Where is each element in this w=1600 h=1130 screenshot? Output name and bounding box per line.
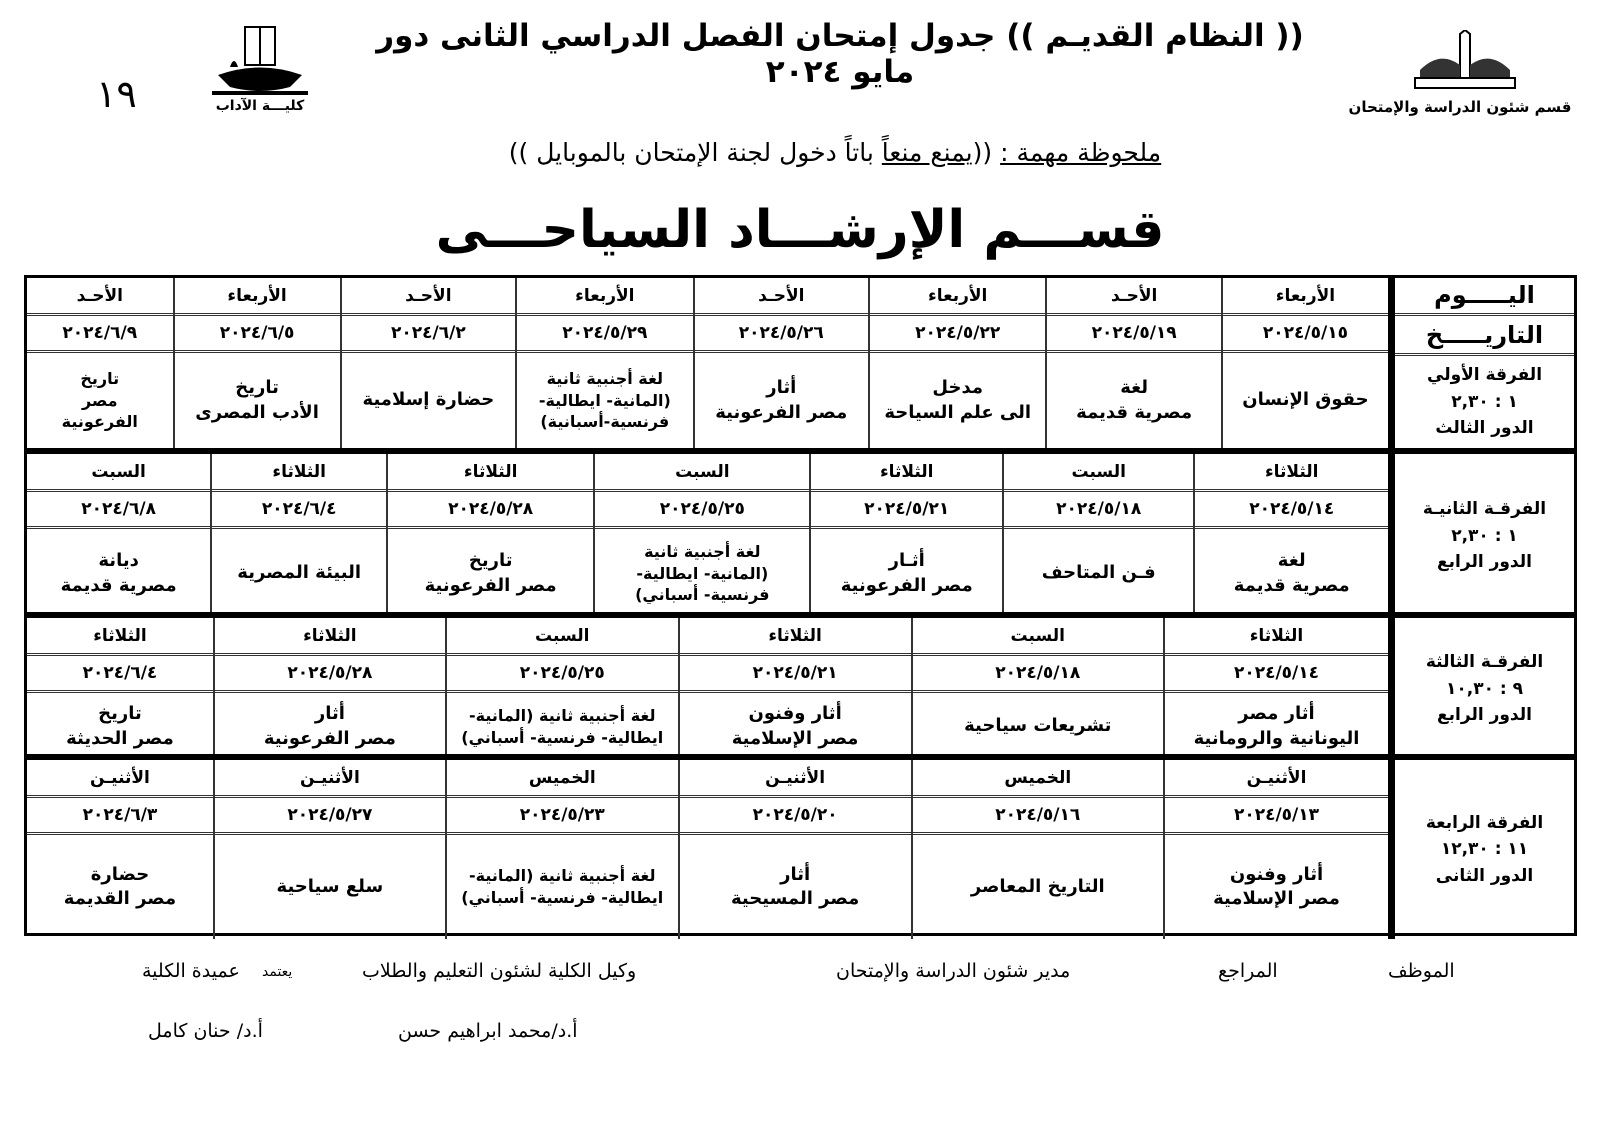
exam-day: الثلاثاء [811, 454, 1002, 492]
exam-day: الثلاثاء [27, 618, 213, 656]
subject-line: الى علم السياحة [884, 401, 1032, 423]
year-block [27, 612, 1574, 760]
subject-line: حضارة [90, 863, 150, 885]
year-label-cell [1388, 618, 1574, 760]
note-label: ملحوظة مهمة : [1000, 138, 1162, 167]
signature-vice-dean: وكيل الكلية لشئون التعليم والطلاب [362, 960, 637, 982]
subject-line: مصر الفرعونية [424, 574, 557, 596]
exam-subject [680, 835, 911, 939]
signature-director: مدير شئون الدراسة والإمتحان [836, 960, 1071, 982]
note-emphasis: يمنع منعاً [881, 138, 973, 167]
exam-day: الثلاثاء [1165, 618, 1388, 656]
subject-line: الأدب المصرى [195, 401, 319, 423]
exam-subject [1004, 529, 1193, 618]
exam-day: الأربعاء [870, 278, 1045, 316]
subject-line: فرنسية-أسبانية) [540, 412, 670, 432]
year-floor: الدور الرابع [1437, 705, 1532, 726]
year-time: ١ : ٢,٣٠ [1451, 525, 1518, 546]
exam-schedule-table [24, 275, 1577, 936]
exam-day: الثلاثاء [215, 618, 445, 656]
exam-date: ٢٠٢٤/٦/٨ [27, 492, 210, 529]
subject-line: أثار [780, 863, 811, 885]
faculty-name: كليـــة الآداب [215, 98, 305, 114]
subject-line: سلع سياحية [276, 875, 384, 897]
exam-subject [1223, 353, 1388, 448]
exam-cell [1045, 278, 1220, 448]
subject-line: تاريخ [468, 550, 513, 572]
schedule-title: (( النظام القديـم )) جدول إمتحان الفصل الدراسي الثانى دور مايو ٢٠٢٤ [376, 18, 1304, 90]
exam-date: ٢٠٢٤/٥/٢٩ [517, 316, 692, 353]
subject-line: أثار مصر [1238, 703, 1315, 725]
year-time: ٩ : ١٠,٣٠ [1446, 678, 1523, 699]
exam-date: ٢٠٢٤/٥/٢٠ [680, 798, 911, 835]
exam-day: الأثنيـن [1165, 760, 1388, 798]
exam-subject [1165, 835, 1388, 939]
exam-date: ٢٠٢٤/٥/٢٣ [447, 798, 678, 835]
exam-cell [27, 454, 210, 618]
subject-line: البيئة المصرية [237, 562, 362, 584]
subject-line: لغة أجنبية ثانية (المانية- [469, 705, 656, 725]
exam-day: الثلاثاء [212, 454, 386, 492]
exam-date: ٢٠٢٤/٥/١٥ [1223, 316, 1388, 353]
exam-subject [388, 529, 593, 618]
exam-date: ٢٠٢٤/٥/١٩ [1047, 316, 1220, 353]
exam-day: الأربعاء [517, 278, 692, 316]
dean-name: أ.د/ حنان كامل [148, 1020, 263, 1042]
exam-cell [213, 760, 445, 939]
exam-cell [809, 454, 1002, 618]
exam-cell [1163, 618, 1388, 760]
subject-line: تاريخ [235, 377, 279, 399]
exam-day: الأربعاء [1223, 278, 1388, 316]
year-label-cell [1388, 278, 1574, 448]
page-number: ١٩ [96, 72, 137, 116]
exam-cell [678, 760, 911, 939]
exam-cell [340, 278, 515, 448]
exam-day: الثلاثاء [388, 454, 593, 492]
subject-line: مصرية قديمة [60, 574, 177, 596]
subject-line: مصر الفرعونية [715, 401, 848, 423]
subject-line: مصر الفرعونية [840, 574, 973, 596]
year-floor: الدور الرابع [1437, 552, 1532, 573]
exam-subject [27, 353, 172, 448]
subject-line: مصرية قديمة [1076, 401, 1193, 423]
year-label-cell [1388, 760, 1574, 939]
university-obelisk-logo-icon [1410, 30, 1520, 90]
subject-line: تاريخ [98, 703, 142, 725]
subject-line: مصر القديمة [63, 888, 177, 909]
exam-cell [1221, 278, 1388, 448]
exam-date: ٢٠٢٤/٦/٣ [27, 798, 213, 835]
exam-subject [680, 693, 911, 760]
exam-subject [447, 693, 678, 760]
exam-day: الأثنيـن [680, 760, 911, 798]
exam-cell [27, 618, 213, 760]
signature-reviewer: المراجع [1218, 960, 1278, 982]
year-group: الفرقـة الثانيـة [1422, 499, 1547, 520]
exam-date: ٢٠٢٤/٥/٢٥ [447, 656, 678, 693]
subject-line: فرنسية- أسباني) [635, 585, 770, 605]
faculty-lamp-book-logo-icon [210, 25, 310, 100]
exam-cell [515, 278, 692, 448]
exam-date: ٢٠٢٤/٥/٢٦ [695, 316, 868, 353]
exam-day: الخميس [447, 760, 678, 798]
signature-dean: عميدة الكلية [142, 960, 240, 982]
subject-line: ايطالية- فرنسية- أسباني) [461, 727, 664, 747]
vice-dean-name: أ.د/محمد ابراهيم حسن [398, 1020, 578, 1042]
exam-cell [213, 618, 445, 760]
exam-day: الأحـد [1047, 278, 1220, 316]
exam-day: السبت [27, 454, 210, 492]
exam-subject [27, 529, 210, 618]
exam-day: الأحـد [695, 278, 868, 316]
exam-date: ٢٠٢٤/٥/٢٢ [870, 316, 1045, 353]
exam-cell [911, 618, 1163, 760]
subject-line: ايطالية- فرنسية- أسباني) [461, 888, 664, 907]
exam-subject [27, 835, 213, 939]
subject-line: حقوق الإنسان [1242, 389, 1369, 411]
exam-subject [1047, 353, 1220, 448]
subject-line: لغة [1120, 377, 1149, 399]
year-label-cell [1388, 454, 1574, 618]
exam-day: السبت [913, 618, 1163, 656]
exam-date: ٢٠٢٤/٥/١٨ [1004, 492, 1193, 529]
subject-line: (المانية- ايطالية- [538, 390, 671, 410]
exam-subject [1195, 529, 1388, 618]
year-time: ١ : ٢,٣٠ [1451, 391, 1518, 412]
exam-day: الأربعاء [175, 278, 340, 316]
subject-line: فـن المتاحف [1041, 562, 1156, 584]
important-note [420, 138, 1250, 167]
exam-cell [1163, 760, 1388, 939]
exam-date: ٢٠٢٤/٥/٢٨ [388, 492, 593, 529]
exam-date: ٢٠٢٤/٦/٤ [27, 656, 213, 693]
exam-date: ٢٠٢٤/٥/١٦ [913, 798, 1163, 835]
exam-subject [215, 693, 445, 760]
year-time: ١١ : ١٢,٣٠ [1440, 839, 1529, 860]
subject-line: ديانة [98, 550, 139, 572]
exam-subject [870, 353, 1045, 448]
exam-day: الأثنيـن [27, 760, 213, 798]
year-group: الفرقة الرابعة [1425, 812, 1544, 833]
year-floor: الدور الثالث [1435, 418, 1534, 439]
note-open: (( [972, 138, 993, 167]
subject-line: (المانية- ايطالية- [636, 563, 769, 583]
exam-date: ٢٠٢٤/٦/٩ [27, 316, 172, 353]
year-block [27, 278, 1574, 448]
exam-date: ٢٠٢٤/٥/١٤ [1165, 656, 1388, 693]
exam-day: الأثنيـن [215, 760, 445, 798]
subject-line: تاريخ [80, 369, 120, 389]
subject-line: لغة أجنبية ثانية (المانية- [469, 866, 656, 886]
year-group: الفرقة الأولي [1427, 365, 1543, 386]
exam-subject [212, 529, 386, 618]
subject-line: مصر المسيحية [730, 888, 860, 909]
exam-cell [868, 278, 1045, 448]
exam-cell [386, 454, 593, 618]
subject-line: مصر [81, 390, 118, 410]
exam-subject [342, 353, 515, 448]
exam-cell [1193, 454, 1388, 618]
year-floor: الدور الثانى [1435, 865, 1534, 886]
subject-line: أثار [766, 377, 797, 399]
exam-day: السبت [595, 454, 809, 492]
exam-cell [1002, 454, 1193, 618]
subject-line: أثـار [888, 550, 925, 572]
exam-date: ٢٠٢٤/٥/٢٧ [215, 798, 445, 835]
year-block [27, 754, 1574, 939]
signature-approve: يعتمد [262, 964, 293, 980]
exam-cell [173, 278, 340, 448]
exam-date: ٢٠٢٤/٦/٥ [175, 316, 340, 353]
exam-day: الأحـد [27, 278, 172, 316]
subject-line: مدخل [932, 377, 983, 399]
day-header-label: اليـــــوم [1395, 278, 1574, 316]
subject-line: مصر الفرعونية [263, 727, 396, 749]
date-header-label: التاريـــــخ [1395, 319, 1574, 356]
exam-date: ٢٠٢٤/٥/١٣ [1165, 798, 1388, 835]
exam-day: السبت [447, 618, 678, 656]
department-title: قســـم الإرشـــاد السياحـــى [435, 200, 1165, 260]
subject-line: لغة أجنبية ثانية [546, 369, 664, 389]
subject-line: أثار وفنون [748, 703, 842, 725]
note-text: باتاً دخول لجنة الإمتحان بالموبايل )) [508, 138, 882, 167]
subject-line: اليونانية والرومانية [1193, 727, 1360, 749]
exam-cell [593, 454, 809, 618]
subject-line: مصرية قديمة [1233, 574, 1350, 596]
exam-subject [27, 693, 213, 760]
subject-line: الفرعونية [61, 412, 138, 432]
exam-subject [175, 353, 340, 448]
exam-subject [1165, 693, 1388, 760]
exam-date: ٢٠٢٤/٥/٢٨ [215, 656, 445, 693]
signature-employee: الموظف [1388, 960, 1455, 982]
exam-subject [215, 835, 445, 939]
exam-day: الخميس [913, 760, 1163, 798]
subject-line: مصر الإسلامية [731, 727, 859, 749]
university-department: قسم شئون الدراسة والإمتحان [1348, 98, 1572, 116]
exam-subject [811, 529, 1002, 618]
exam-subject [517, 353, 692, 448]
subject-line: مصر الإسلامية [1213, 888, 1340, 909]
exam-day: الثلاثاء [1195, 454, 1388, 492]
exam-date: ٢٠٢٤/٥/١٤ [1195, 492, 1388, 529]
exam-subject [913, 835, 1163, 939]
subject-line: مصر الحديثة [66, 727, 174, 749]
exam-cell [210, 454, 386, 618]
exam-day: الثلاثاء [680, 618, 911, 656]
exam-cell [678, 618, 911, 760]
subject-line: لغة [1277, 550, 1306, 572]
exam-subject [695, 353, 868, 448]
subject-line: حضارة إسلامية [362, 389, 495, 411]
year-block [27, 448, 1574, 618]
exam-date: ٢٠٢٤/٥/٢١ [680, 656, 911, 693]
subject-line: أثار [314, 703, 345, 725]
subject-line: لغة أجنبية ثانية [644, 542, 761, 562]
exam-cell [27, 278, 172, 448]
exam-cell [693, 278, 868, 448]
exam-date: ٢٠٢٤/٥/١٨ [913, 656, 1163, 693]
exam-date: ٢٠٢٤/٥/٢٥ [595, 492, 809, 529]
exam-cell [445, 618, 678, 760]
exam-subject [913, 693, 1163, 760]
exam-cell [445, 760, 678, 939]
year-group: الفرقـة الثالثة [1425, 652, 1544, 673]
subject-line: تشريعات سياحية [964, 715, 1112, 737]
exam-cell [911, 760, 1163, 939]
exam-date: ٢٠٢٤/٦/٢ [342, 316, 515, 353]
exam-date: ٢٠٢٤/٦/٤ [212, 492, 386, 529]
exam-date: ٢٠٢٤/٥/٢١ [811, 492, 1002, 529]
exam-subject [595, 529, 809, 618]
exam-day: الأحـد [342, 278, 515, 316]
subject-line: أثار وفنون [1229, 863, 1324, 885]
exam-day: السبت [1004, 454, 1193, 492]
exam-subject [447, 835, 678, 939]
exam-cell [27, 760, 213, 939]
subject-line: التاريخ المعاصر [970, 875, 1105, 897]
